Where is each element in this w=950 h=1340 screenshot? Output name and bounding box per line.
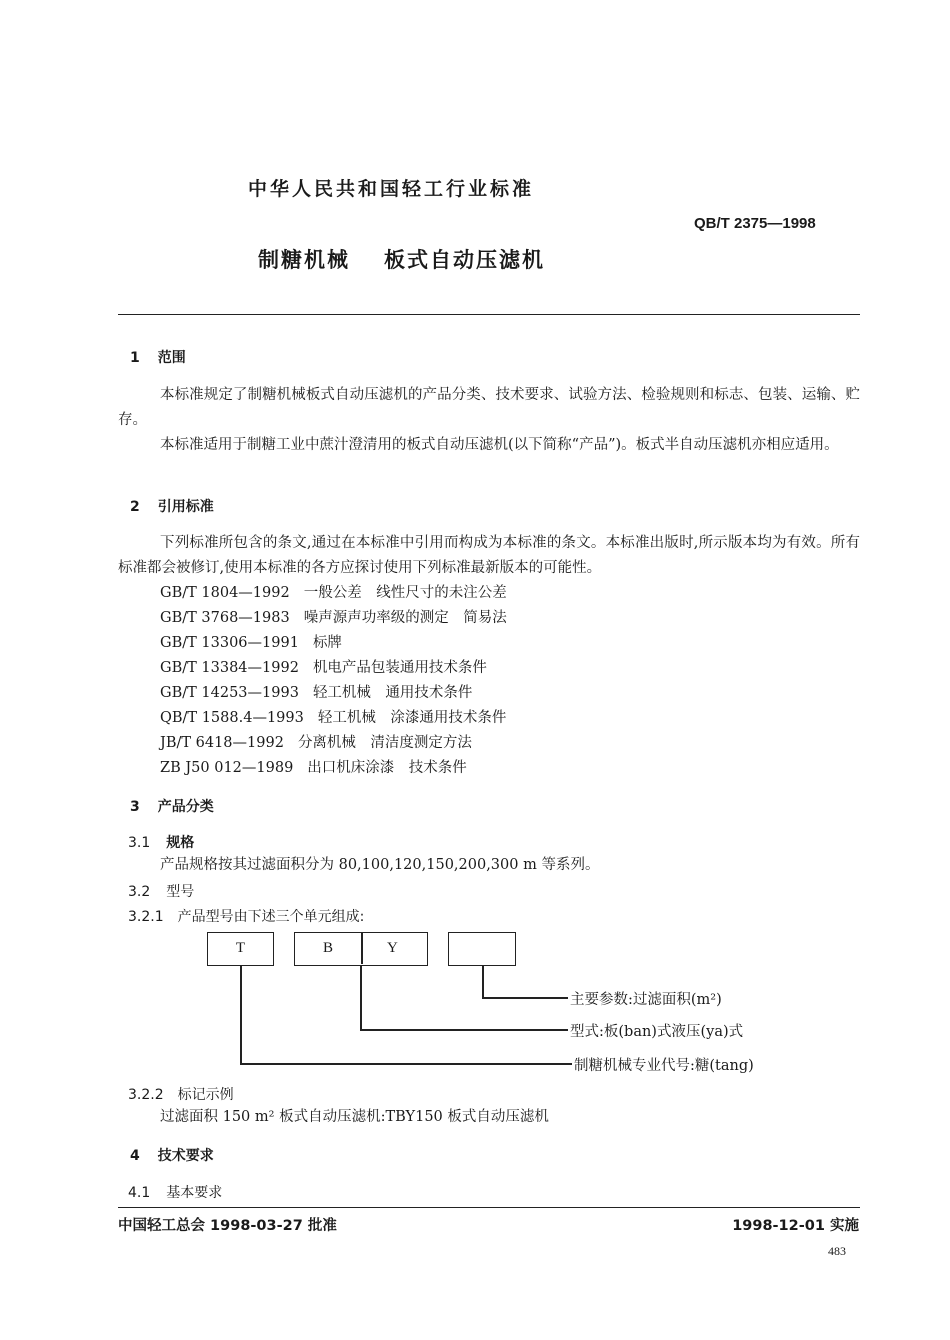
reference-title: 标牌: [312, 635, 342, 651]
reference-title: 噪声源声功率级的测定 简易法: [303, 610, 507, 626]
subsection-4-1-title: 基本要求: [166, 1185, 223, 1201]
connector-code-horizontal: [240, 1063, 572, 1065]
reference-code: ZB J50 012—1989: [160, 760, 294, 776]
connector-type-horizontal: [360, 1029, 568, 1031]
section-3-heading: [130, 796, 214, 816]
subsection-3-1-heading: [128, 832, 194, 852]
subsection-3-2-title: 型号: [166, 884, 195, 900]
reference-title: 分离机械 清洁度测定方法: [297, 735, 472, 751]
reference-code: JB/T 6418—1992: [160, 735, 284, 751]
subsection-3-2-1-number: 3.2.1: [128, 909, 164, 925]
subsection-3-1-text: 产品规格按其过滤面积分为 80,100,120,150,200,300 m 等系列。: [160, 857, 600, 873]
subsection-3-2-2-number: 3.2.2: [128, 1087, 164, 1103]
connector-type-vertical: [360, 966, 362, 1030]
subsection-3-2-2-title: 标记示例: [177, 1087, 234, 1103]
subsection-4-1-number: 4.1: [128, 1185, 151, 1201]
diagram-box-t: T: [207, 932, 274, 966]
reference-item: [160, 606, 507, 627]
section-3-number: 3: [130, 799, 140, 815]
reference-item: [160, 581, 507, 602]
reference-code: GB/T 1804—1992: [160, 585, 290, 601]
section-4-heading: [130, 1145, 214, 1165]
section-1-para-2: 本标准适用于制糖工业中蔗汁澄清用的板式自动压滤机(以下简称“产品”)。板式半自动压滤机亦相应适用。: [160, 437, 839, 453]
document-title: [258, 244, 545, 274]
diagram-box-by: [294, 932, 428, 966]
section-1-number: 1: [130, 350, 140, 366]
subsection-3-2-2-heading: [128, 1084, 234, 1104]
subsection-3-2-number: 3.2: [128, 884, 151, 900]
subsection-3-1-title: 规格: [166, 835, 195, 851]
subsection-3-2-1-heading: [128, 906, 364, 926]
diagram-label-type: 型式:板(ban)式液压(ya)式: [570, 1024, 744, 1040]
standard-category: 中华人民共和国轻工行业标准: [248, 178, 535, 200]
section-1-para-1: 本标准规定了制糖机械板式自动压滤机的产品分类、技术要求、试验方法、检验规则和标志、包装、运输、贮存。: [118, 387, 860, 428]
reference-code: GB/T 13306—1991: [160, 635, 299, 651]
diagram-box-divider: [361, 933, 363, 964]
title-part2: 板式自动压滤机: [384, 248, 545, 272]
reference-item: [160, 756, 467, 777]
subsection-4-1-heading: [128, 1182, 222, 1202]
reference-title: 一般公差 线性尺寸的未注公差: [303, 585, 507, 601]
subsection-3-2-1-text: 产品型号由下述三个单元组成:: [177, 909, 365, 925]
reference-code: QB/T 1588.4—1993: [160, 710, 304, 726]
reference-title: 轻工机械 通用技术条件: [312, 685, 473, 701]
diagram-box-param: [448, 932, 516, 966]
reference-code: GB/T 13384—1992: [160, 660, 299, 676]
diagram-box-y-letter: Y: [387, 940, 398, 956]
section-2-title: 引用标准: [157, 499, 214, 515]
subsection-3-2-heading: [128, 881, 194, 901]
section-2-heading: [130, 496, 214, 516]
section-4-title: 技术要求: [157, 1148, 214, 1164]
subsection-3-1-number: 3.1: [128, 835, 151, 851]
reference-item: [160, 681, 472, 702]
implementation-date: 1998-12-01 实施: [732, 1218, 859, 1234]
reference-item: [160, 706, 506, 727]
reference-title: 机电产品包装通用技术条件: [312, 660, 487, 676]
section-2-number: 2: [130, 499, 140, 515]
page-number: 483: [828, 1244, 846, 1258]
footer-divider: [118, 1207, 860, 1208]
reference-code: GB/T 14253—1993: [160, 685, 299, 701]
diagram-label-param: 主要参数:过滤面积(m²): [570, 992, 722, 1008]
reference-item: [160, 631, 342, 652]
approval-info: 中国轻工总会 1998-03-27 批准: [118, 1218, 337, 1234]
section-4-number: 4: [130, 1148, 140, 1164]
section-2-para-1: 下列标准所包含的条文,通过在本标准中引用而构成为本标准的条文。本标准出版时,所示版本均为有效。所有标准都会被修订,使用本标准的各方应探讨使用下列标准最新版本的可能性。: [118, 535, 860, 576]
subsection-3-2-2-text: 过滤面积 150 m² 板式自动压滤机:TBY150 板式自动压滤机: [160, 1109, 549, 1125]
connector-param-horizontal: [482, 997, 568, 999]
section-1-title: 范围: [157, 350, 186, 366]
diagram-box-b-letter: B: [323, 940, 334, 956]
connector-param-vertical: [482, 966, 484, 998]
diagram-label-code: 制糖机械专业代号:糖(tang): [574, 1058, 754, 1074]
section-1-heading: [130, 347, 186, 367]
standard-code: QB/T 2375—1998: [694, 215, 816, 232]
reference-title: 出口机床涂漆 技术条件: [307, 760, 467, 776]
title-part1: 制糖机械: [258, 248, 350, 272]
reference-title: 轻工机械 涂漆通用技术条件: [317, 710, 507, 726]
connector-code-vertical: [240, 966, 242, 1064]
reference-item: [160, 731, 472, 752]
header-divider: [118, 314, 860, 315]
section-3-title: 产品分类: [157, 799, 214, 815]
reference-code: GB/T 3768—1983: [160, 610, 290, 626]
reference-item: [160, 656, 487, 677]
